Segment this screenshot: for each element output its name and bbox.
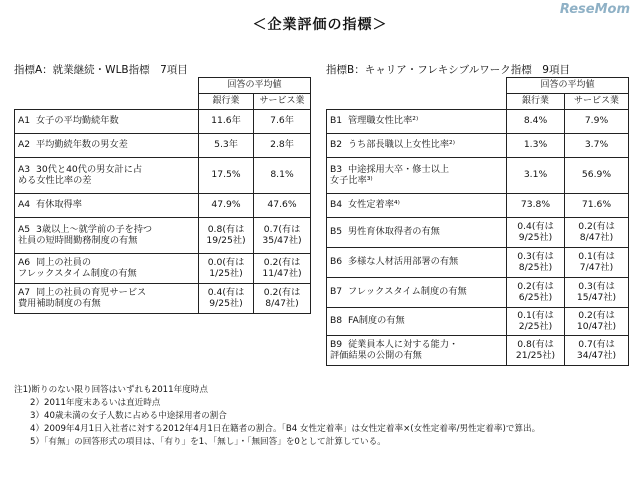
indicator-label-line: 評価結果の公開の有無	[330, 349, 422, 361]
service-value-cell	[254, 134, 311, 158]
indicator-code: A3	[18, 163, 31, 175]
value-text: 0.1(有は	[517, 309, 554, 321]
indicator-label	[15, 254, 199, 284]
site-logo: ReseMom	[559, 2, 630, 17]
indicator-label-line: 有休取得率	[36, 199, 82, 211]
indicator-label	[327, 336, 507, 366]
value-text: 8/47社)	[579, 231, 614, 243]
indicator-label	[15, 158, 199, 194]
bank-value-cell	[507, 218, 565, 248]
value-text: 5.3年	[214, 139, 238, 151]
table-b	[326, 77, 629, 366]
indicator-label-line: 同上の社員の育児サービス	[36, 286, 147, 298]
value-text: 1.3%	[523, 139, 548, 151]
table-row	[327, 308, 629, 336]
indicator-code: A6	[18, 256, 31, 268]
value-text: 17.5%	[211, 169, 241, 181]
value-text: 0.7(有は	[263, 223, 301, 235]
indicator-label	[327, 158, 507, 194]
indicator-label	[15, 110, 199, 134]
header-spacer	[327, 78, 507, 94]
header-spacer	[15, 78, 199, 94]
value-text: 8.4%	[523, 115, 548, 127]
footnote-line: 2）2011年度末あるいは直近時点	[30, 398, 161, 408]
footnote-line: 注1)断りのない限り回答はいずれも2011年度時点	[14, 385, 208, 395]
value-text: 8.1%	[270, 169, 294, 181]
bank-value-cell	[507, 158, 565, 194]
indicator-code: A7	[18, 286, 31, 298]
indicator-label	[327, 248, 507, 278]
indicator-label	[327, 218, 507, 248]
value-text: 3.1%	[523, 169, 548, 181]
indicator-label-line: 同上の社員の	[36, 256, 92, 268]
value-text: 0.3(有は	[578, 280, 615, 292]
indicator-label-line: 女子比率³⁾	[330, 174, 373, 186]
value-text: 2/25社)	[518, 320, 553, 332]
table-row	[15, 158, 311, 194]
column-header-service: サービス業	[254, 94, 311, 110]
value-text: 9/25社)	[209, 297, 243, 309]
indicator-label-line: フレックスタイム制度の有無	[348, 286, 467, 298]
footnotes	[14, 384, 540, 449]
service-value-cell	[254, 254, 311, 284]
service-value-cell	[565, 218, 629, 248]
indicator-label-line: 平均勤続年数の男女差	[36, 139, 128, 151]
indicator-label	[15, 194, 199, 218]
value-text: 0.8(有は	[517, 338, 554, 350]
value-text: 0.7(有は	[578, 338, 615, 350]
indicator-label-line: 多様な人材活用部署の有無	[348, 256, 459, 268]
indicator-label-line: める女性比率の差	[18, 174, 92, 186]
table-row	[327, 278, 629, 308]
service-value-cell	[254, 218, 311, 254]
bank-value-cell	[199, 284, 254, 314]
service-value-cell	[254, 158, 311, 194]
indicator-label-line: 費用補助制度の有無	[18, 297, 101, 309]
value-text: 8/47社)	[265, 297, 299, 309]
bank-value-cell	[199, 134, 254, 158]
indicator-label	[327, 134, 507, 158]
footnote-line: 4）2009年4月1日入社者に対する2012年4月1日在籍者の割合。「B4 女性定着率」は女性定着率×(女性定着率/男性定着率)で算出。	[30, 424, 541, 434]
service-value-cell	[565, 110, 629, 134]
value-text: 7/47社)	[579, 261, 614, 273]
value-text: 0.2(有は	[517, 280, 554, 292]
table-row	[327, 110, 629, 134]
indicator-label	[15, 218, 199, 254]
indicator-code: B8	[330, 315, 343, 327]
value-text: 71.6%	[581, 199, 612, 211]
service-value-cell	[565, 308, 629, 336]
value-text: 8/25社)	[518, 261, 553, 273]
table-a-heading: 指標A：就業継続・WLB指標 7項目	[14, 64, 188, 76]
value-text: 35/47社)	[262, 234, 302, 246]
service-value-cell	[565, 134, 629, 158]
indicator-code: B3	[330, 163, 343, 175]
table-row	[15, 134, 311, 158]
bank-value-cell	[199, 158, 254, 194]
value-text: 0.2(有は	[263, 286, 301, 298]
service-value-cell	[565, 158, 629, 194]
value-text: 19/25社)	[206, 234, 246, 246]
indicator-label-line: 男性育休取得者の有無	[348, 226, 440, 238]
value-text: 9/25社)	[518, 231, 553, 243]
service-value-cell	[254, 194, 311, 218]
value-text: 7.6年	[270, 115, 294, 127]
header-spacer	[327, 94, 507, 110]
indicator-code: A4	[18, 199, 31, 211]
indicator-code: A1	[18, 115, 31, 127]
table-row	[15, 194, 311, 218]
bank-value-cell	[507, 194, 565, 218]
indicator-label	[327, 308, 507, 336]
column-header-service: サービス業	[565, 94, 629, 110]
indicator-label-line: FA制度の有無	[348, 315, 405, 327]
table-a	[14, 77, 311, 314]
footnote-line: 3）40歳未満の女子人数に占める中途採用者の割合	[30, 411, 227, 421]
value-text: 3.7%	[584, 139, 609, 151]
indicator-label	[15, 134, 199, 158]
value-text: 11/47社)	[262, 267, 302, 279]
indicator-label	[15, 284, 199, 314]
indicator-label-line: うち部長職以上女性比率²⁾	[348, 139, 456, 151]
value-text: 56.9%	[581, 169, 612, 181]
footnote-line: 5）「有無」の回答形式の項目は、「有り」を1、「無し」・「無回答」を0として計算している。	[30, 437, 386, 447]
header-group: 回答の平均値	[199, 78, 311, 94]
page-title: ＜企業評価の指標＞	[252, 17, 388, 33]
bank-value-cell	[507, 336, 565, 366]
value-text: 0.1(有は	[578, 250, 615, 262]
indicator-code: A2	[18, 139, 31, 151]
value-text: 15/47社)	[576, 291, 617, 303]
bank-value-cell	[507, 134, 565, 158]
value-text: 2.8年	[270, 139, 294, 151]
value-text: 34/47社)	[576, 349, 617, 361]
service-value-cell	[565, 336, 629, 366]
indicator-code: B5	[330, 226, 343, 238]
service-value-cell	[254, 284, 311, 314]
table-row	[327, 158, 629, 194]
value-text: 7.9%	[584, 115, 609, 127]
indicator-label-line: 3歳以上～就学前の子を持つ	[36, 223, 153, 235]
table-row	[15, 254, 311, 284]
indicator-label	[327, 110, 507, 134]
service-value-cell	[565, 278, 629, 308]
value-text: 0.4(有は	[207, 286, 245, 298]
value-text: 0.2(有は	[578, 309, 615, 321]
column-header-bank: 銀行業	[199, 94, 254, 110]
indicator-label-line: 社員の短時間勤務制度の有無	[18, 234, 138, 246]
indicator-code: B1	[330, 115, 343, 127]
value-text: 1/25社)	[209, 267, 243, 279]
value-text: 21/25社)	[515, 349, 556, 361]
bank-value-cell	[199, 110, 254, 134]
header-spacer	[15, 94, 199, 110]
indicator-label-line: 女性定着率⁴⁾	[348, 199, 400, 211]
indicator-label	[327, 194, 507, 218]
table-row	[15, 110, 311, 134]
value-text: 47.9%	[211, 199, 241, 211]
indicator-label-line: 中途採用大卒・修士以上	[348, 163, 450, 175]
value-text: 0.4(有は	[517, 220, 554, 232]
indicator-label-line: 従業員本人に対する能力・	[348, 338, 459, 350]
value-text: 10/47社)	[576, 320, 617, 332]
indicator-code: B2	[330, 139, 343, 151]
bank-value-cell	[507, 248, 565, 278]
bank-value-cell	[507, 278, 565, 308]
indicator-code: B6	[330, 256, 343, 268]
bank-value-cell	[199, 194, 254, 218]
value-text: 0.2(有は	[578, 220, 615, 232]
table-row	[15, 284, 311, 314]
table-row	[327, 218, 629, 248]
indicator-code: A5	[18, 223, 31, 235]
indicator-label-line: 女子の平均勤続年数	[36, 115, 119, 127]
value-text: 0.0(有は	[207, 256, 245, 268]
indicator-label-line: フレックスタイム制度の有無	[18, 267, 137, 279]
indicator-label-line: 管理職女性比率²⁾	[348, 115, 419, 127]
bank-value-cell	[507, 110, 565, 134]
bank-value-cell	[507, 308, 565, 336]
bank-value-cell	[199, 254, 254, 284]
service-value-cell	[565, 248, 629, 278]
service-value-cell	[565, 194, 629, 218]
value-text: 11.6年	[211, 115, 241, 127]
value-text: 47.6%	[267, 199, 297, 211]
indicator-label-line: 30代と40代の男女計に占	[36, 163, 143, 175]
value-text: 0.2(有は	[263, 256, 301, 268]
indicator-code: B7	[330, 286, 343, 298]
indicator-label	[327, 278, 507, 308]
table-row	[327, 248, 629, 278]
indicator-code: B9	[330, 338, 343, 350]
table-row	[327, 336, 629, 366]
value-text: 0.3(有は	[517, 250, 554, 262]
table-row	[15, 218, 311, 254]
value-text: 0.8(有は	[207, 223, 245, 235]
column-header-bank: 銀行業	[507, 94, 565, 110]
indicator-code: B4	[330, 199, 343, 211]
service-value-cell	[254, 110, 311, 134]
header-group: 回答の平均値	[507, 78, 629, 94]
table-b-heading: 指標B：キャリア・フレキシブルワーク指標 9項目	[326, 64, 570, 76]
bank-value-cell	[199, 218, 254, 254]
value-text: 73.8%	[520, 199, 551, 211]
value-text: 6/25社)	[518, 291, 553, 303]
table-row	[327, 194, 629, 218]
table-row	[327, 134, 629, 158]
